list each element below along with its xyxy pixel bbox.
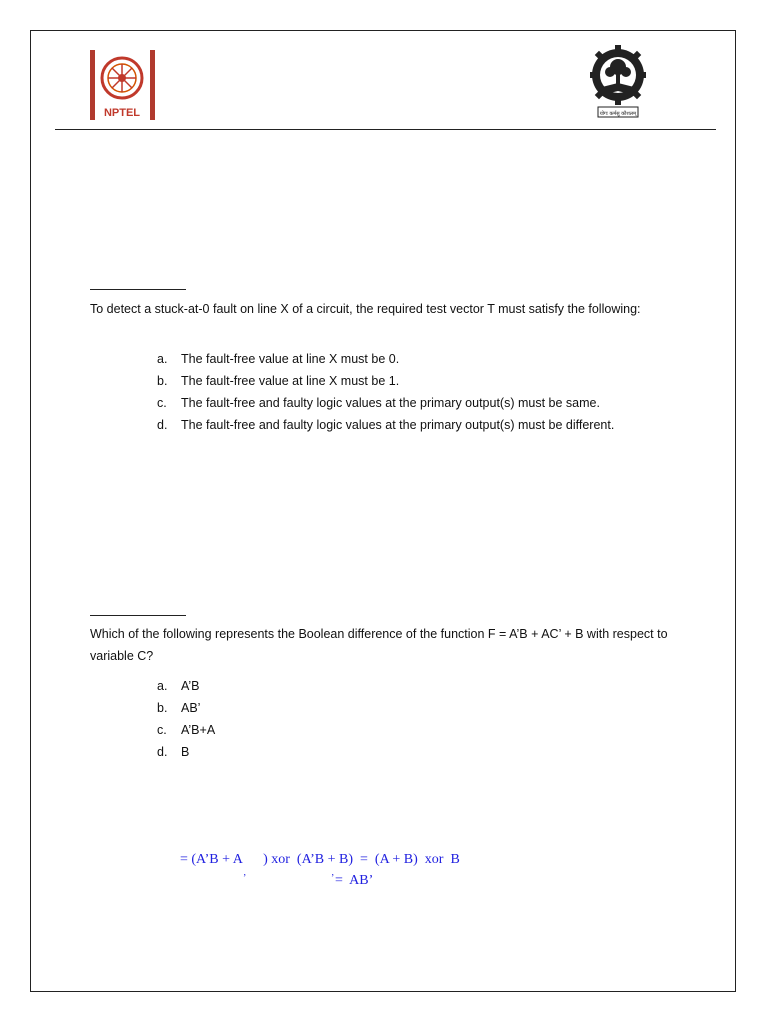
nptel-logo-icon [90,50,158,122]
question1-rule [90,289,186,290]
question1-options [157,348,614,436]
page-border [30,30,736,992]
question2-option-d [157,741,215,763]
option-letter: a. [157,679,168,693]
nptel-logo-text: NPTEL [103,107,141,119]
option-text: The fault-free value at line X must be 1. [181,374,400,388]
option-letter: a. [157,352,168,366]
solution-mark-1: ’ [243,873,247,884]
option-letter: b. [157,374,168,388]
question1-option-c [157,392,614,414]
question2-option-a [157,675,215,697]
option-text: A’B [181,679,200,693]
option-letter: d. [157,745,168,759]
option-text: The fault-free value at line X must be 0. [181,352,400,366]
question2-rule [90,615,186,616]
option-letter: c. [157,396,167,410]
solution-line-1: = (A’B + A ) xor (A’B + B) = (A + B) xor B [180,852,460,867]
question2-options [157,675,215,763]
question2-option-c [157,719,215,741]
option-letter: b. [157,701,168,715]
question2-option-b [157,697,215,719]
question1-option-b [157,370,614,392]
question1-option-a [157,348,614,370]
solution-line-2: = AB’ [335,873,374,888]
option-text: A’B+A [181,723,216,737]
option-letter: d. [157,418,168,432]
option-text: B [181,745,190,759]
nptel-logo [90,50,158,122]
iit-emblem [590,45,646,121]
header-rule [55,129,716,130]
option-text: The fault-free and faulty logic values at the primary output(s) must be same. [181,396,600,410]
option-text: AB’ [181,701,201,715]
option-letter: c. [157,723,167,737]
emblem-caption: योगः कर्मसु कौशलम् [599,111,637,117]
iit-kharagpur-emblem-icon [590,45,646,121]
option-text: The fault-free and faulty logic values at the primary output(s) must be different. [181,418,615,432]
question1-text: To detect a stuck-at-0 fault on line X of a circuit, the required test vector T must satisfy the following: [90,302,641,316]
question2-text: Which of the following represents the Boolean difference of the function F = A’B + AC’ + B with respect to variable C? [90,627,668,663]
question1-option-d [157,414,614,436]
solution-mark-2: ’ [331,873,335,884]
